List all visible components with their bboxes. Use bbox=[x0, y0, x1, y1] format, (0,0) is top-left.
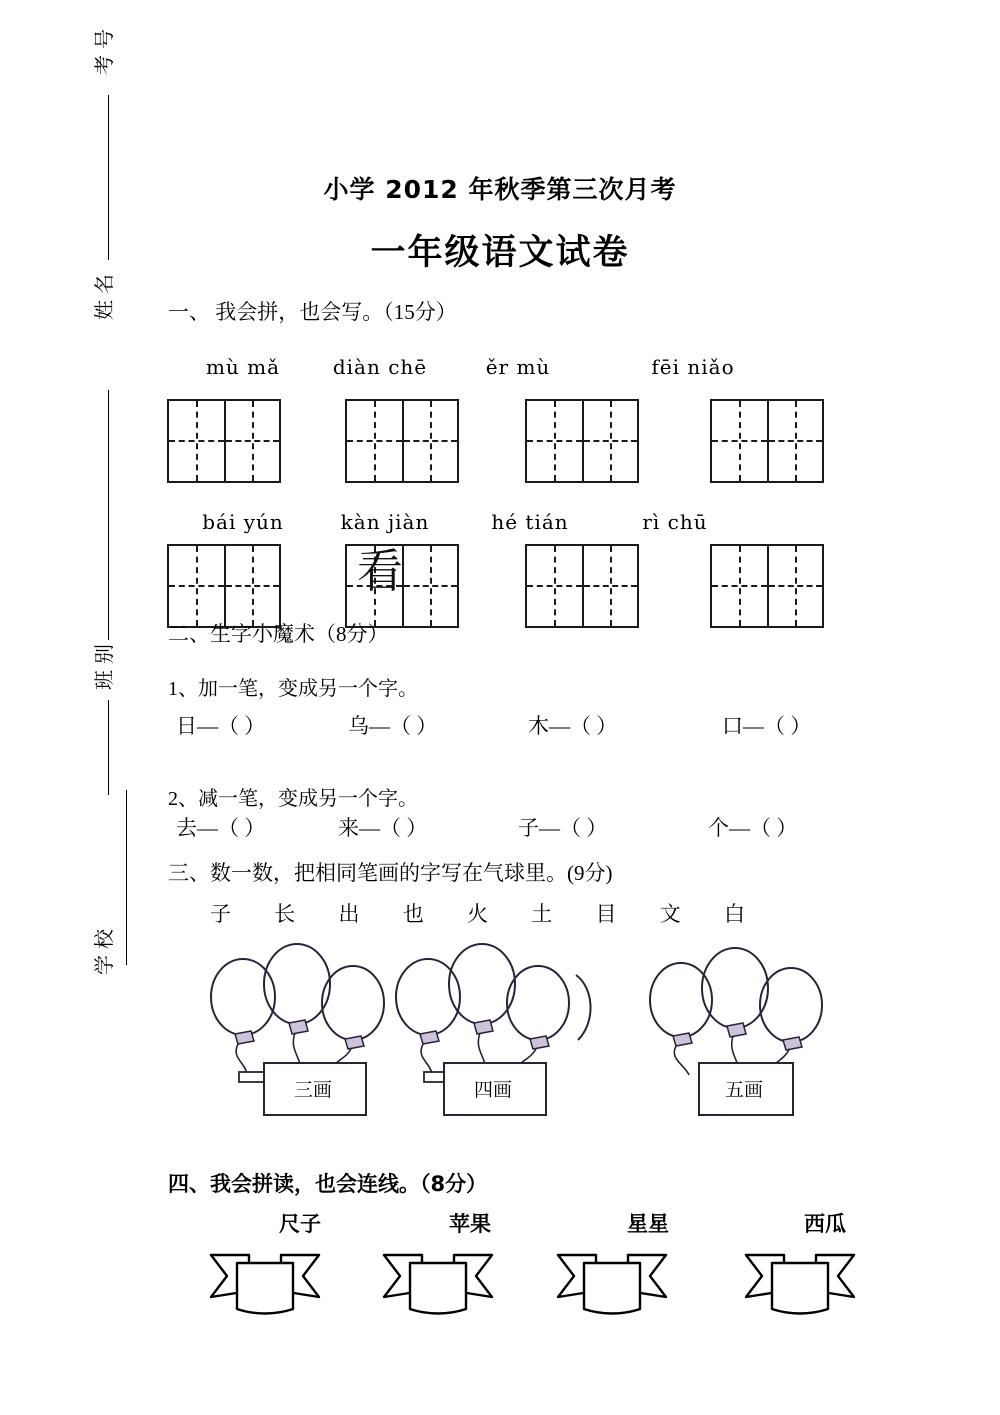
writing-grid-cell[interactable] bbox=[767, 546, 822, 626]
pinyin-row-1 bbox=[0, 355, 1000, 385]
page-title-line1: 小学 2012 年秋季第三次月考 bbox=[323, 175, 677, 204]
writing-grid-cell[interactable] bbox=[347, 401, 402, 481]
handwritten-answer-kan: 看 bbox=[357, 544, 403, 598]
ribbon-banner-2[interactable] bbox=[378, 1253, 498, 1323]
section-heading-2: 二、生字小魔术（8分） bbox=[168, 622, 389, 646]
stroke-box-label-4: 四画 bbox=[473, 1080, 512, 1101]
stroke-char-1: 子 bbox=[210, 902, 231, 926]
balloon-icon bbox=[702, 948, 768, 1028]
blank-item-add-1[interactable]: 日—（ ） bbox=[176, 714, 266, 738]
writing-grid-cell[interactable] bbox=[402, 546, 457, 626]
blank-item-remove-3[interactable]: 子—（ ） bbox=[518, 816, 608, 840]
writing-grid-group-2-3[interactable] bbox=[525, 544, 639, 628]
stroke-char-2: 长 bbox=[274, 902, 296, 926]
writing-grid-group-1-4[interactable] bbox=[710, 399, 824, 483]
blank-item-add-3[interactable]: 木—（ ） bbox=[528, 714, 618, 738]
stroke-char-9: 白 bbox=[724, 902, 745, 926]
writing-grid-cell[interactable] bbox=[582, 401, 637, 481]
balloon-knot-icon bbox=[727, 1023, 746, 1037]
writing-grid-cell[interactable] bbox=[712, 401, 767, 481]
blank-row-add-stroke bbox=[0, 710, 1000, 742]
blank-item-remove-1[interactable]: 去—（ ） bbox=[176, 816, 266, 840]
stroke-char-6: 土 bbox=[531, 902, 553, 926]
margin-label-exam-number: 考号 bbox=[94, 23, 116, 75]
balloon-knot-icon bbox=[289, 1020, 308, 1034]
stroke-char-5: 火 bbox=[467, 902, 488, 926]
pinyin-group-2-1: bái yún bbox=[202, 510, 284, 534]
balloon-string bbox=[236, 1044, 247, 1074]
stroke-char-7: 目 bbox=[595, 902, 617, 926]
pinyin-group-1-4: fēi niǎo bbox=[651, 355, 735, 379]
blank-item-add-2[interactable]: 乌—（ ） bbox=[348, 714, 438, 738]
match-word-3: 星星 bbox=[627, 1212, 669, 1236]
section-heading-1: 一、 我会拼，也会写。（15分） bbox=[168, 300, 457, 324]
ribbon-banner-1[interactable] bbox=[205, 1253, 325, 1323]
balloon-partial-icon bbox=[576, 975, 591, 1040]
ribbon-center bbox=[410, 1263, 466, 1314]
balloon-knot-icon bbox=[345, 1036, 364, 1049]
writing-grid-cell[interactable] bbox=[767, 401, 822, 481]
writing-grid-cell[interactable] bbox=[169, 546, 224, 626]
balloon-knot-icon bbox=[530, 1036, 549, 1049]
balloon-knot-icon bbox=[783, 1037, 802, 1050]
writing-grid-group-1-1[interactable] bbox=[167, 399, 281, 483]
writing-grid-cell[interactable] bbox=[224, 546, 279, 626]
margin-label-class: 班别 bbox=[94, 638, 116, 690]
blank-row-remove-stroke bbox=[0, 812, 1000, 844]
blank-item-remove-4[interactable]: 个—（ ） bbox=[708, 816, 798, 840]
ribbon-center bbox=[237, 1263, 293, 1314]
writing-grid-cell[interactable] bbox=[712, 546, 767, 626]
pinyin-group-2-4: rì chū bbox=[642, 510, 708, 534]
balloon-knot-icon bbox=[235, 1031, 254, 1044]
writing-grid-group-2-4[interactable] bbox=[710, 544, 824, 628]
balloon-string bbox=[674, 1046, 689, 1075]
pinyin-group-2-3: hé tián bbox=[491, 510, 569, 534]
blank-item-add-4[interactable]: 口—（ ） bbox=[722, 714, 812, 738]
writing-grid-group-1-2[interactable] bbox=[345, 399, 459, 483]
ribbon-center bbox=[584, 1263, 640, 1314]
section-heading-3: 三、数一数，把相同笔画的字写在气球里。(9分) bbox=[168, 861, 613, 885]
writing-grid-group-2-1[interactable] bbox=[167, 544, 281, 628]
writing-grid-cell[interactable] bbox=[169, 401, 224, 481]
pinyin-row-2 bbox=[0, 510, 1000, 540]
section-2-sub-heading-1: 1、加一笔，变成另一个字。 bbox=[168, 678, 418, 700]
match-word-1: 尺子 bbox=[279, 1212, 321, 1236]
stroke-char-4: 也 bbox=[402, 902, 424, 926]
stroke-count-character-list bbox=[210, 898, 745, 928]
margin-label-school: 学校 bbox=[94, 923, 116, 975]
pinyin-group-1-1: mù mǎ bbox=[205, 355, 281, 379]
balloon-knot-icon bbox=[673, 1033, 692, 1046]
writing-grid-cell[interactable] bbox=[527, 401, 582, 481]
ribbon-banner-4[interactable] bbox=[740, 1253, 860, 1323]
match-word-2: 苹果 bbox=[449, 1212, 491, 1236]
stroke-box-label-3: 三画 bbox=[293, 1080, 332, 1101]
page-title-line2: 一年级语文试卷 bbox=[370, 233, 630, 273]
writing-grid-cell[interactable] bbox=[527, 546, 582, 626]
margin-label-name: 姓名 bbox=[94, 268, 116, 320]
writing-grid-group-1-3[interactable] bbox=[525, 399, 639, 483]
ribbon-center bbox=[772, 1263, 828, 1314]
stroke-char-3: 出 bbox=[338, 902, 360, 926]
balloon-icon bbox=[760, 968, 822, 1042]
balloon-knot-icon bbox=[420, 1031, 439, 1044]
section-2-sub-heading-2: 2、减一笔，变成另一个字。 bbox=[168, 788, 418, 810]
ribbon-banner-3[interactable] bbox=[552, 1253, 672, 1323]
stroke-char-8: 文 bbox=[659, 902, 681, 926]
pinyin-group-1-3: ěr mù bbox=[485, 355, 551, 379]
balloon-string bbox=[421, 1044, 432, 1074]
balloon-icon bbox=[322, 966, 384, 1040]
balloon-knot-icon bbox=[474, 1020, 493, 1034]
pinyin-group-1-2: diàn chē bbox=[332, 355, 428, 379]
match-word-4: 西瓜 bbox=[804, 1212, 846, 1236]
balloon-icon bbox=[507, 966, 569, 1040]
stroke-box-label-5: 五画 bbox=[724, 1080, 763, 1101]
writing-grid-cell[interactable] bbox=[582, 546, 637, 626]
writing-grid-cell[interactable] bbox=[224, 401, 279, 481]
writing-grid-cell[interactable] bbox=[402, 401, 457, 481]
blank-item-remove-2[interactable]: 来—（ ） bbox=[338, 816, 428, 840]
pinyin-group-2-2: kàn jiàn bbox=[340, 510, 430, 534]
section-heading-4: 四、我会拼读，也会连线。（8分） bbox=[168, 1172, 488, 1196]
